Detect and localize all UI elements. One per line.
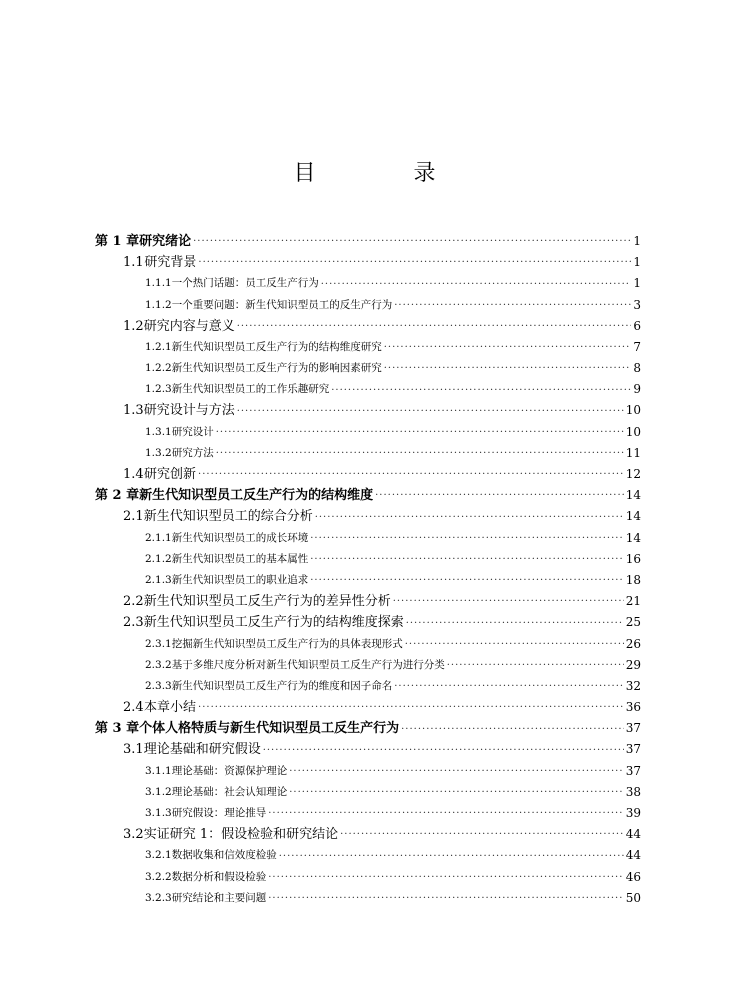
toc-entry-title: 一个重要问题：新生代知识型员工的反生产行为: [171, 298, 393, 311]
toc-chapter-entry[interactable]: [95, 718, 641, 739]
toc-dot-leader: [447, 655, 624, 676]
toc-page-number: 6: [633, 318, 641, 333]
toc-dot-leader: [198, 464, 624, 485]
toc-entry-title: 研究结论和主要问题: [171, 891, 267, 904]
toc-page-number: 1: [633, 233, 641, 248]
toc-page-number: 11: [625, 445, 641, 460]
toc-entry-title: 数据收集和信效度检验: [171, 849, 277, 862]
toc-entry-title: 新生代知识型员工的基本属性: [171, 552, 309, 565]
toc-page-number: 18: [625, 572, 641, 587]
toc-entry-number: 1.2: [123, 318, 144, 334]
toc-section-entry[interactable]: [95, 591, 641, 612]
toc-section-entry[interactable]: [95, 824, 641, 845]
toc-dot-leader: [321, 274, 632, 295]
toc-page-number: 37: [625, 721, 641, 736]
toc-entry-number: 2.3.2: [145, 658, 172, 671]
toc-page-number: 12: [625, 467, 641, 482]
toc-entry-title: 新生代知识型员工反生产行为的差异性分析: [143, 594, 391, 610]
toc-entry-number: 1.1: [123, 255, 144, 271]
toc-dot-leader: [394, 676, 624, 697]
toc-entry-number: 2.1: [123, 509, 144, 525]
toc-entry-number: 2.4: [123, 700, 144, 716]
toc-page-number: 1: [633, 255, 641, 270]
toc-dot-leader: [237, 316, 632, 337]
toc-chapter-entry[interactable]: [95, 485, 641, 506]
toc-dot-leader: [279, 846, 624, 867]
toc-subsection-entry[interactable]: [95, 549, 641, 570]
toc-subsection-entry[interactable]: [95, 845, 641, 866]
toc-subsection-entry[interactable]: [95, 570, 641, 591]
toc-entry-number: 3.1.1: [145, 764, 172, 777]
toc-dot-leader: [268, 867, 624, 888]
toc-entry-number: 1.1.2: [145, 298, 172, 311]
toc-entry-title: 一个热门话题：员工反生产行为: [171, 277, 319, 290]
toc-page-number: 36: [625, 700, 641, 715]
toc-entry-title: 理论基础和研究假设: [143, 742, 261, 758]
toc-entry-title: 理论基础：资源保护理论: [171, 764, 288, 777]
toc-entry-number: 1.3.1: [145, 425, 172, 438]
toc-page-number: 26: [625, 636, 641, 651]
toc-subsection-entry[interactable]: [95, 782, 641, 803]
toc-entry-title: 研究设计: [171, 425, 214, 438]
toc-entry-number: 2.1.1: [145, 531, 172, 544]
toc-page-number: 21: [625, 594, 641, 609]
toc-entry-title: 研究设计与方法: [143, 403, 235, 419]
toc-dot-leader: [310, 528, 624, 549]
toc-dot-leader: [394, 295, 631, 316]
toc-entry-title: 研究方法: [171, 446, 214, 459]
toc-entry-title: 挖掘新生代知识型员工反生产行为的具体表现形式: [171, 637, 403, 650]
toc-page-number: 38: [625, 784, 641, 799]
toc-dot-leader: [198, 697, 624, 718]
toc-page-number: 10: [625, 403, 641, 418]
toc-entry-number: 3.2.3: [145, 891, 172, 904]
toc-dot-leader: [216, 422, 624, 443]
toc-page-number: 14: [625, 530, 641, 545]
page-title: 目 录: [293, 161, 474, 186]
toc-entry-number: 2.1.2: [145, 552, 172, 565]
table-of-contents: [95, 231, 641, 909]
toc-dot-leader: [289, 761, 624, 782]
toc-entry-number: 1.1.1: [145, 277, 172, 290]
toc-section-entry[interactable]: [95, 740, 641, 761]
toc-page-number: 46: [625, 869, 641, 884]
toc-entry-number: 1.2.1: [145, 340, 172, 353]
toc-subsection-entry[interactable]: [95, 803, 641, 824]
toc-entry-title: 新生代知识型员工的综合分析: [143, 509, 313, 525]
toc-dot-leader: [193, 231, 631, 252]
toc-section-entry[interactable]: [95, 252, 641, 273]
toc-page-number: 37: [625, 742, 641, 757]
toc-dot-leader: [401, 719, 624, 740]
toc-dot-leader: [384, 337, 632, 358]
toc-dot-leader: [268, 803, 624, 824]
toc-page-number: 32: [625, 678, 641, 693]
toc-entry-number: 3.2: [123, 827, 144, 843]
toc-entry-number: 第 1 章: [95, 233, 140, 249]
toc-entry-title: 研究创新: [144, 467, 197, 483]
toc-subsection-entry[interactable]: [95, 655, 641, 676]
toc-subsection-entry[interactable]: [95, 295, 641, 316]
toc-entry-number: 1.2.2: [145, 362, 172, 375]
toc-page-number: 9: [633, 382, 641, 397]
toc-entry-title: 个体人格特质与新生代知识型员工反生产行为: [139, 721, 400, 737]
toc-entry-number: 1.3: [123, 403, 144, 419]
toc-entry-number: 3.1.3: [145, 807, 172, 820]
toc-section-entry[interactable]: [95, 697, 641, 718]
toc-dot-leader: [289, 782, 624, 803]
toc-entry-title: 新生代知识型员工的工作乐趣研究: [171, 383, 330, 396]
toc-page-number: 8: [633, 361, 641, 376]
toc-subsection-entry[interactable]: [95, 358, 641, 379]
toc-entry-number: 3.1: [123, 742, 144, 758]
toc-page-number: 44: [625, 827, 641, 842]
toc-section-entry[interactable]: [95, 401, 641, 422]
toc-page-number: 10: [625, 424, 641, 439]
toc-page-number: 29: [625, 657, 641, 672]
toc-entry-number: 3.2.2: [145, 870, 172, 883]
toc-entry-title: 研究背景: [144, 255, 197, 271]
toc-entry-title: 理论基础：社会认知理论: [171, 785, 288, 798]
toc-subsection-entry[interactable]: [95, 676, 641, 697]
toc-entry-number: 第 2 章: [95, 488, 140, 504]
toc-dot-leader: [310, 549, 624, 570]
toc-page-number: 3: [633, 297, 641, 312]
toc-subsection-entry[interactable]: [95, 761, 641, 782]
toc-entry-title: 实证研究 1：假设检验和研究结论: [143, 827, 339, 843]
toc-entry-title: 研究内容与意义: [143, 318, 235, 334]
toc-entry-title: 新生代知识型员工反生产行为的影响因素研究: [171, 362, 382, 375]
toc-subsection-entry[interactable]: [95, 867, 641, 888]
toc-section-entry[interactable]: [95, 506, 641, 527]
toc-dot-leader: [268, 888, 624, 909]
toc-page-number: 7: [633, 339, 641, 354]
toc-page-number: 16: [625, 551, 641, 566]
toc-page-number: 14: [625, 488, 641, 503]
toc-entry-number: 1.3.2: [145, 446, 172, 459]
toc-dot-leader: [340, 824, 624, 845]
toc-dot-leader: [393, 591, 624, 612]
toc-page-number: 25: [625, 615, 641, 630]
toc-dot-leader: [384, 358, 632, 379]
toc-dot-leader: [263, 740, 624, 761]
toc-entry-title: 基于多维尺度分析对新生代知识型员工反生产行为进行分类: [171, 658, 445, 671]
toc-entry-number: 第 3 章: [95, 721, 140, 737]
toc-entry-title: 新生代知识型员工反生产行为的结构维度: [139, 488, 374, 504]
toc-entry-number: 1.2.3: [145, 383, 172, 396]
toc-entry-number: 2.3.3: [145, 679, 172, 692]
toc-dot-leader: [375, 485, 624, 506]
toc-entry-title: 新生代知识型员工的职业追求: [171, 573, 309, 586]
toc-dot-leader: [310, 570, 624, 591]
toc-page-number: 37: [625, 763, 641, 778]
toc-subsection-entry[interactable]: [95, 528, 641, 549]
toc-entry-number: 2.2: [123, 594, 144, 610]
toc-entry-title: 本章小结: [144, 700, 197, 716]
toc-entry-title: 研究绪论: [139, 233, 192, 249]
toc-entry-title: 新生代知识型员工反生产行为的结构维度研究: [171, 340, 382, 353]
toc-entry-title: 新生代知识型员工反生产行为的维度和因子命名: [171, 679, 393, 692]
toc-page-number: 1: [633, 276, 641, 291]
toc-page-number: 44: [625, 848, 641, 863]
toc-subsection-entry[interactable]: [95, 379, 641, 400]
toc-dot-leader: [198, 252, 631, 273]
toc-subsection-entry[interactable]: [95, 443, 641, 464]
toc-entry-number: 3.2.1: [145, 849, 172, 862]
toc-dot-leader: [216, 443, 624, 464]
toc-dot-leader: [315, 507, 624, 528]
toc-entry-title: 数据分析和假设检验: [171, 870, 267, 883]
toc-entry-number: 2.3.1: [145, 637, 172, 650]
toc-subsection-entry[interactable]: [95, 422, 641, 443]
toc-dot-leader: [237, 401, 624, 422]
toc-subsection-entry[interactable]: [95, 273, 641, 294]
toc-page-number: 50: [625, 890, 641, 905]
toc-section-entry[interactable]: [95, 316, 641, 337]
toc-entry-number: 3.1.2: [145, 785, 172, 798]
toc-section-entry[interactable]: [95, 464, 641, 485]
toc-entry-number: 2.3: [123, 615, 144, 631]
toc-subsection-entry[interactable]: [95, 888, 641, 909]
toc-entry-title: 新生代知识型员工的成长环境: [171, 531, 309, 544]
toc-subsection-entry[interactable]: [95, 634, 641, 655]
toc-chapter-entry[interactable]: [95, 231, 641, 252]
toc-dot-leader: [406, 613, 624, 634]
toc-page-number: 14: [625, 509, 641, 524]
toc-subsection-entry[interactable]: [95, 337, 641, 358]
toc-entry-number: 1.4: [123, 467, 144, 483]
toc-section-entry[interactable]: [95, 612, 641, 633]
toc-page-number: 39: [625, 806, 641, 821]
toc-entry-title: 新生代知识型员工反生产行为的结构维度探索: [143, 615, 404, 631]
toc-entry-title: 研究假设：理论推导: [171, 807, 267, 820]
toc-entry-number: 2.1.3: [145, 573, 172, 586]
toc-dot-leader: [331, 380, 631, 401]
toc-dot-leader: [405, 634, 624, 655]
